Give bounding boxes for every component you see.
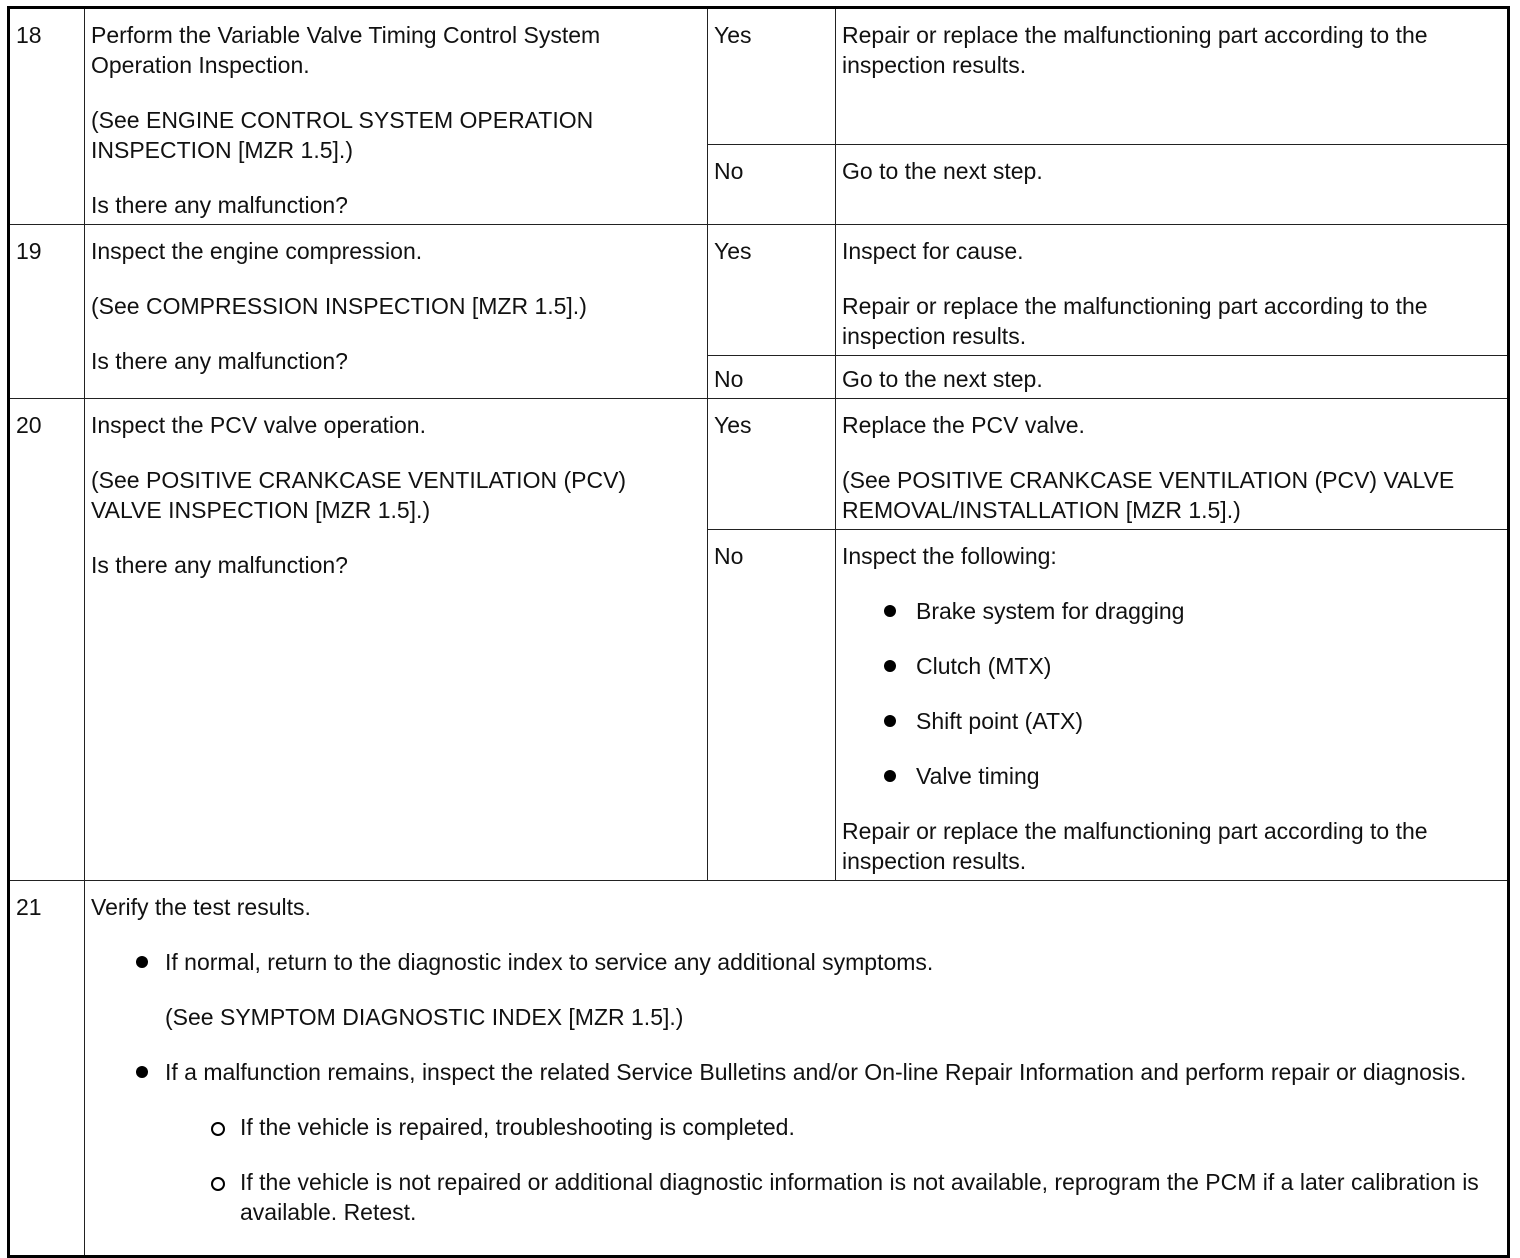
action-question: Is there any malfunction? [91,348,348,374]
action-text: Perform the Variable Valve Timing Control System Operation Inspection. [91,22,601,78]
action-text: Inspect the engine compression. [91,238,423,264]
bullet-icon [884,660,896,672]
sub-list-item-text: If the vehicle is repaired, troubleshooting is completed. [240,1114,795,1140]
action-text: Inspect the PCV valve operation. [91,412,426,438]
result-text: Go to the next step. [842,158,1043,185]
no-label: No [708,145,836,225]
diagnostic-table [7,6,1510,1258]
yes-result [836,399,1509,530]
sub-list-item [91,1167,1501,1227]
sub-list [91,1112,1501,1227]
list-item [91,1057,1501,1087]
list-item-text: Shift point (ATX) [916,708,1084,734]
step-number: 21 [9,881,85,1257]
action-reference: (See ENGINE CONTROL SYSTEM OPERATION INSPECTION [MZR 1.5].) [91,107,594,163]
reference-text: (See SYMPTOM DIAGNOSTIC INDEX [MZR 1.5].) [165,1004,684,1030]
yes-label: Yes [708,399,836,530]
list-item [842,596,1501,626]
list-item [91,947,1501,977]
step-19-yes-row [9,225,1509,356]
list-item-text: Valve timing [916,763,1040,789]
step-20-yes-row [9,399,1509,530]
no-label: No [708,356,836,399]
result-text: Repair or replace the malfunctioning part according to the inspection results. [842,293,1428,349]
list-item-reference [91,1002,1501,1032]
yes-label: Yes [708,225,836,356]
result-list [91,947,1501,1087]
sub-list-item-text: If the vehicle is not repaired or additional diagnostic information is not available, reprogram the PCM if a later calibration is available. Retest. [240,1169,1479,1225]
bullet-icon [884,770,896,782]
step-action [85,225,708,399]
list-item [842,761,1501,791]
step-action [85,399,708,881]
list-item-text: Brake system for dragging [916,598,1185,624]
action-question: Is there any malfunction? [91,552,348,578]
hollow-bullet-icon [211,1177,225,1191]
list-item [842,706,1501,736]
step-number: 18 [9,8,85,225]
step-18-yes-row [9,8,1509,145]
action-question: Is there any malfunction? [91,192,348,218]
yes-result [836,8,1509,145]
list-item-text: Clutch (MTX) [916,653,1052,679]
action-reference: (See COMPRESSION INSPECTION [MZR 1.5].) [91,293,587,319]
no-label: No [708,530,836,881]
yes-label: Yes [708,8,836,145]
no-result [836,356,1509,399]
bullet-icon [136,956,148,968]
sub-list-item [91,1112,1501,1142]
list-item-text: If normal, return to the diagnostic index to service any additional symptoms. [165,949,934,975]
list-item-text: If a malfunction remains, inspect the related Service Bulletins and/or On-line Repair Information and perform repair or diagnosis. [165,1059,1467,1085]
step-action [85,8,708,225]
bullet-icon [884,605,896,617]
result-outro: Repair or replace the malfunctioning part according to the inspection results. [842,818,1428,874]
result-text: Go to the next step. [842,366,1043,392]
no-result [836,145,1509,225]
result-intro: Inspect the following: [842,543,1057,569]
bullet-icon [884,715,896,727]
action-reference: (See POSITIVE CRANKCASE VENTILATION (PCV) VALVE INSPECTION [MZR 1.5].) [91,467,627,523]
result-text: Replace the PCV valve. [842,412,1085,438]
bullet-icon [136,1066,148,1078]
step-number: 20 [9,399,85,881]
step-21-row [9,881,1509,1257]
hollow-bullet-icon [211,1122,225,1136]
step-number: 19 [9,225,85,399]
result-text: Repair or replace the malfunctioning part according to the inspection results. [842,22,1428,78]
result-reference: (See POSITIVE CRANKCASE VENTILATION (PCV) VALVE REMOVAL/INSTALLATION [MZR 1.5].) [842,467,1455,523]
action-text: Verify the test results. [91,894,311,920]
no-result [836,530,1509,881]
yes-result [836,225,1509,356]
inspection-list [842,596,1501,791]
list-item [842,651,1501,681]
result-text: Inspect for cause. [842,238,1024,264]
step-action [85,881,1509,1257]
